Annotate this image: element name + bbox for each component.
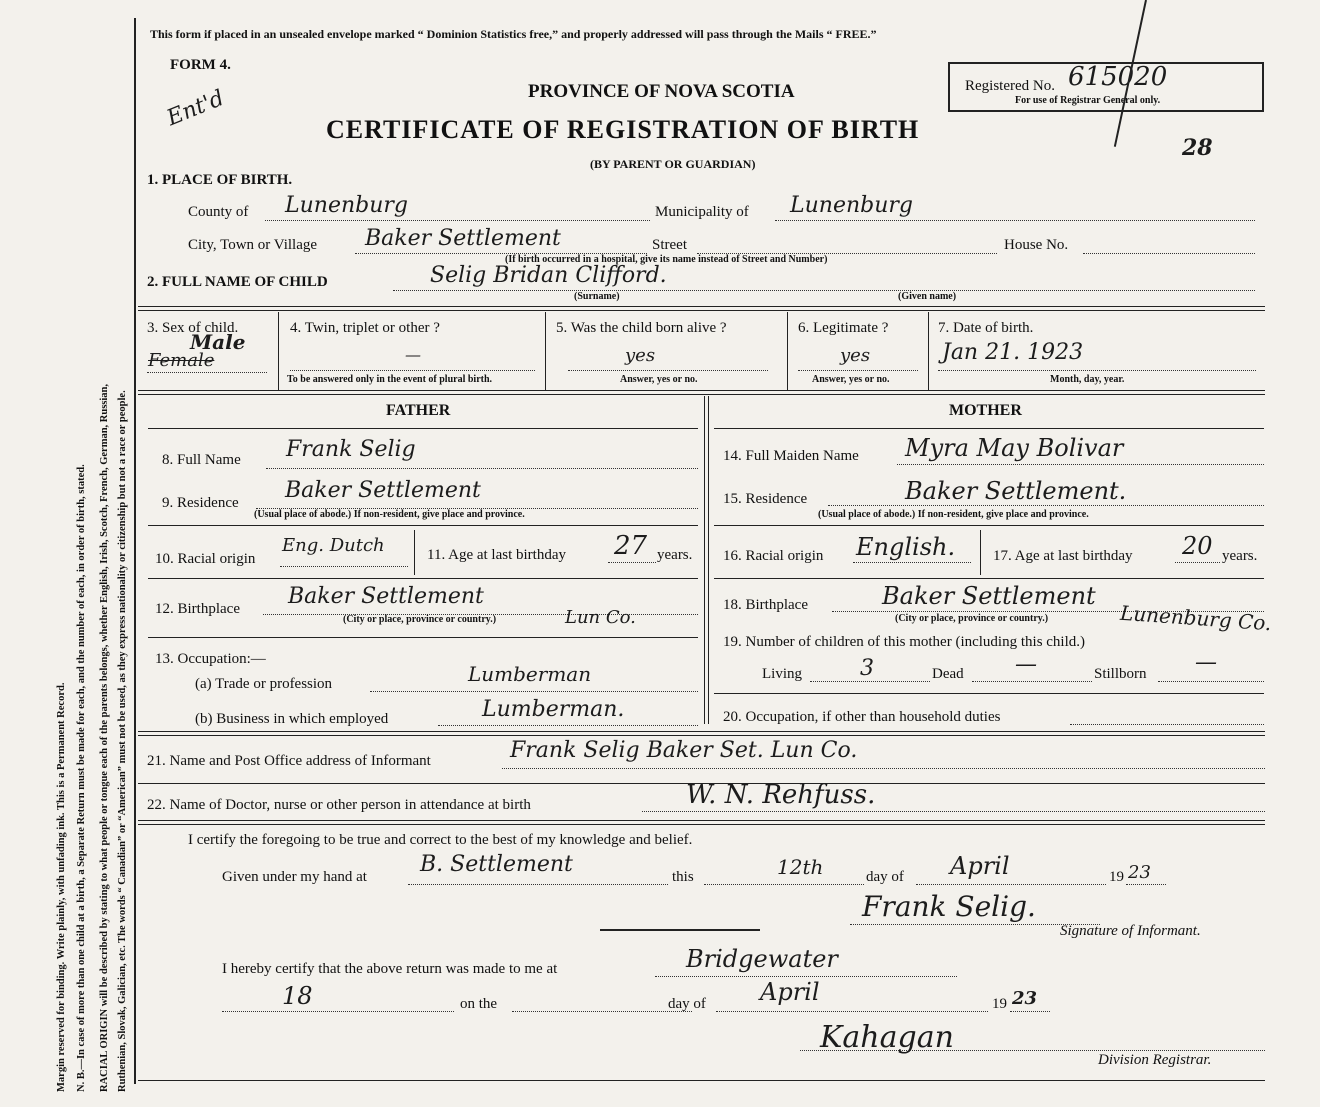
doctor-line xyxy=(642,811,1265,812)
mother-dead-label: Dead xyxy=(932,666,964,682)
cert-day-value: 12th xyxy=(777,855,824,879)
father-name-line xyxy=(266,468,698,469)
legit-value: yes xyxy=(840,345,871,366)
father-business-line xyxy=(438,725,698,726)
mother-age-value: 20 xyxy=(1182,532,1213,560)
father-residence-label: 9. Residence xyxy=(162,495,239,511)
registrar-year-line xyxy=(1010,1011,1050,1012)
mother-age-label: 17. Age at last birthday xyxy=(993,548,1133,564)
alive-note: Answer, yes or no. xyxy=(620,374,698,385)
father-trade-label: (a) Trade or profession xyxy=(195,676,333,692)
mother-age-years: years. xyxy=(1222,548,1258,564)
surname-note: (Surname) xyxy=(574,291,620,302)
house-line xyxy=(1083,253,1255,254)
separator-row3-top xyxy=(138,306,1265,311)
father-trade-value: Lumberman xyxy=(468,662,592,686)
registrar-month-line xyxy=(716,1011,988,1012)
mother-row-rule-1 xyxy=(714,525,1264,526)
registrar-month-value: April xyxy=(760,978,820,1006)
place-of-birth-heading: 1. PLACE OF BIRTH. xyxy=(147,172,293,188)
alive-label: 5. Was the child born alive ? xyxy=(556,320,727,336)
mother-birthplace-label: 18. Birthplace xyxy=(723,597,808,613)
sex-value: Male xyxy=(190,330,246,354)
child-name-value: Selig Bridan Clifford. xyxy=(430,263,667,288)
certify-separator-short xyxy=(600,929,760,931)
father-race-line xyxy=(280,566,408,567)
dob-label: 7. Date of birth. xyxy=(938,320,1034,336)
cert-month-line xyxy=(916,884,1106,885)
certificate-subtitle: (BY PARENT OR GUARDIAN) xyxy=(590,157,756,171)
mother-name-value: Myra May Bolivar xyxy=(905,434,1124,462)
mother-dead-value: — xyxy=(1015,652,1037,677)
row3-divider-2 xyxy=(545,312,546,390)
row3-divider-4 xyxy=(928,312,929,390)
certify-statement: I certify the foregoing to be true and correct to the best of my knowledge and belief. xyxy=(188,832,693,848)
city-label: City, Town or Village xyxy=(188,237,318,253)
mother-stillborn-line xyxy=(1158,681,1264,682)
alive-value: yes xyxy=(625,345,656,366)
mother-living-value: 3 xyxy=(860,656,874,681)
sex-label: 3. Sex of child. xyxy=(147,320,239,336)
mother-heading-rule xyxy=(714,428,1264,429)
county-label: County of xyxy=(188,204,249,220)
father-row-rule-3 xyxy=(148,637,698,638)
mother-residence-value: Baker Settlement. xyxy=(905,477,1127,505)
cert-day-line xyxy=(704,884,864,885)
cert-year-prefix: 19 xyxy=(1109,869,1124,885)
mother-residence-line xyxy=(828,505,1264,506)
registered-number: 615020 xyxy=(1068,62,1168,92)
municipality-line xyxy=(775,220,1255,221)
doctor-label: 22. Name of Doctor, nurse or other person in attendance at birth xyxy=(147,797,531,813)
twin-line xyxy=(290,370,535,371)
given-place-value: B. Settlement xyxy=(420,852,573,877)
entered-mark: Ent'd xyxy=(163,85,228,132)
separator-informant-top xyxy=(138,731,1265,736)
informant-signature: Frank Selig. xyxy=(862,890,1036,923)
dob-value: Jan 21. 1923 xyxy=(942,340,1084,365)
registrar-note: For use of Registrar General only. xyxy=(1015,95,1161,106)
county-value: Lunenburg xyxy=(285,193,408,218)
father-heading-rule xyxy=(148,428,698,429)
legit-note: Answer, yes or no. xyxy=(812,374,890,385)
margin-note-racial-origin-2: Ruthenian, Slovak, Galician, etc. The words “ Canadian” or “American” must not be used, as they express nationality or citizenship but not a race or people. xyxy=(117,390,128,1092)
mother-race-label: 16. Racial origin xyxy=(723,548,824,564)
father-occupation-label: 13. Occupation:— xyxy=(155,651,266,667)
dob-note: Month, day, year. xyxy=(1050,374,1125,385)
left-frame-line xyxy=(134,18,136,1084)
mail-notice: This form if placed in an unsealed envelope marked “ Dominion Statistics free,” and properly addressed will pass through the Mails “ FREE.” xyxy=(150,27,877,41)
registrar-day-value: 18 xyxy=(282,982,313,1010)
mother-children-label: 19. Number of children of this mother (including this child.) xyxy=(723,634,1086,650)
cert-year-value: 23 xyxy=(1128,862,1151,883)
street-label: Street xyxy=(652,237,687,253)
mother-living-line xyxy=(810,681,930,682)
informant-value: Frank Selig Baker Set. Lun Co. xyxy=(510,738,858,763)
father-birthplace-value: Baker Settlement xyxy=(288,584,484,609)
bottom-rule xyxy=(138,1080,1265,1081)
mother-name-line xyxy=(897,464,1264,465)
separator-parents-top xyxy=(138,390,1265,395)
father-race-label: 10. Racial origin xyxy=(155,551,256,567)
father-age-label: 11. Age at last birthday xyxy=(427,547,566,563)
mother-occupation-line xyxy=(1070,724,1264,725)
father-business-value: Lumberman. xyxy=(482,697,625,722)
mother-row-rule-3 xyxy=(714,693,1264,694)
cert-year-line xyxy=(1126,884,1166,885)
registered-label: Registered No. xyxy=(965,78,1055,94)
doctor-value: W. N. Rehfuss. xyxy=(686,780,876,810)
registrar-place-value: Bridgewater xyxy=(686,945,838,973)
given-under-hand-label: Given under my hand at xyxy=(222,869,367,885)
father-residence-note: (Usual place of abode.) If non-resident, give place and province. xyxy=(254,509,525,520)
father-row-rule-1 xyxy=(148,525,698,526)
mother-birthplace-value: Baker Settlement xyxy=(882,582,1096,610)
father-heading: FATHER xyxy=(386,402,451,419)
margin-note-binding: Margin reserved for binding. Write plainly, with unfading ink. This is a Permanent Record. xyxy=(56,682,67,1092)
mother-heading: MOTHER xyxy=(949,402,1022,419)
given-place-line xyxy=(408,884,668,885)
registrar-day-line xyxy=(222,1011,454,1012)
father-trade-line xyxy=(370,691,698,692)
registrar-on-the-label: on the xyxy=(460,996,498,1012)
margin-note-racial-origin-1: RACIAL ORIGIN will be described by stating to what people or tongue each of the parents belongs, whether English, Irish, Scotch, French, German, Russian, xyxy=(99,383,110,1092)
mother-living-label: Living xyxy=(762,666,802,682)
mother-stillborn-label: Stillborn xyxy=(1094,666,1147,682)
mother-birthplace-value2: Lunenburg Co. xyxy=(1119,600,1273,636)
given-name-note: (Given name) xyxy=(898,291,957,302)
informant-label: 21. Name and Post Office address of Informant xyxy=(147,753,431,769)
cert-day-of-label: day of xyxy=(866,869,904,885)
father-race-divider xyxy=(414,530,415,575)
corner-mark: 28 xyxy=(1182,135,1213,161)
this-label: this xyxy=(672,869,694,885)
father-age-line xyxy=(608,562,656,563)
form-number: FORM 4. xyxy=(170,57,231,73)
father-race-value: Eng. Dutch xyxy=(282,535,385,556)
twin-value: — xyxy=(405,345,421,364)
registrar-statement: I hereby certify that the above return was made to me at xyxy=(222,961,558,977)
municipality-label: Municipality of xyxy=(655,204,749,220)
father-name-value: Frank Selig xyxy=(286,437,416,462)
mother-residence-note: (Usual place of abode.) If non-resident, give place and province. xyxy=(818,509,1089,520)
informant-line xyxy=(502,768,1265,769)
sex-struck: Female xyxy=(148,350,215,371)
city-value: Baker Settlement xyxy=(365,226,561,251)
legit-line xyxy=(798,370,918,371)
father-name-label: 8. Full Name xyxy=(162,452,241,468)
mother-occupation-label: 20. Occupation, if other than household duties xyxy=(723,709,1001,725)
signature-informant-label: Signature of Informant. xyxy=(1060,923,1201,939)
father-row-rule-2 xyxy=(148,578,698,579)
twin-label: 4. Twin, triplet or other ? xyxy=(290,320,440,336)
municipality-value: Lunenburg xyxy=(790,193,913,218)
county-line xyxy=(265,220,650,221)
mother-age-line xyxy=(1175,562,1220,563)
mother-race-line xyxy=(853,562,971,563)
mother-residence-label: 15. Residence xyxy=(723,491,808,507)
registrar-signature: Kahagan xyxy=(820,1020,954,1055)
mother-race-divider xyxy=(980,530,981,575)
hospital-note: (If birth occurred in a hospital, give its name instead of Street and Number) xyxy=(505,254,828,265)
sex-line xyxy=(147,372,267,373)
mother-birthplace-note: (City or place, province or country.) xyxy=(895,613,1049,624)
father-age-years: years. xyxy=(657,547,693,563)
twin-note: To be answered only in the event of plural birth. xyxy=(287,374,493,385)
registrar-year-value: 23 xyxy=(1012,988,1038,1009)
division-registrar-label: Division Registrar. xyxy=(1098,1052,1212,1068)
father-residence-value: Baker Settlement xyxy=(285,478,481,503)
father-age-value: 27 xyxy=(614,531,648,561)
margin-note-multiple-births: N. B.—In case of more than one child at a birth, a Separate Return must be made for each, and the number of each, in order of birth, stated. xyxy=(76,464,87,1092)
mother-race-value: English. xyxy=(856,533,956,561)
father-business-label: (b) Business in which employed xyxy=(195,711,389,727)
father-birthplace-note: (City or place, province or country.) xyxy=(343,614,497,625)
registrar-year-prefix: 19 xyxy=(992,996,1007,1012)
certificate-title: CERTIFICATE OF REGISTRATION OF BIRTH xyxy=(326,115,920,144)
child-name-line xyxy=(393,290,1255,291)
father-birthplace-label: 12. Birthplace xyxy=(155,601,240,617)
cert-month-value: April xyxy=(950,852,1010,880)
mother-row-rule-2 xyxy=(714,578,1264,579)
mother-name-label: 14. Full Maiden Name xyxy=(723,448,859,464)
registrar-day-of-label: day of xyxy=(668,996,706,1012)
alive-line xyxy=(568,370,768,371)
separator-certify-top xyxy=(138,820,1265,825)
house-label: House No. xyxy=(1004,237,1069,253)
registrar-signature-line xyxy=(800,1050,1265,1051)
child-name-label: 2. FULL NAME OF CHILD xyxy=(147,274,328,290)
row3-divider-1 xyxy=(278,312,279,390)
row3-divider-3 xyxy=(787,312,788,390)
parents-column-divider xyxy=(704,396,709,724)
mother-stillborn-value: — xyxy=(1195,650,1217,675)
dob-line xyxy=(938,370,1256,371)
registrar-on-the-line xyxy=(512,1011,692,1012)
mother-dead-line xyxy=(972,681,1092,682)
father-birthplace-value2: Lun Co. xyxy=(565,607,636,628)
province-heading: PROVINCE OF NOVA SCOTIA xyxy=(528,81,795,102)
registrar-place-line xyxy=(655,976,957,977)
legit-label: 6. Legitimate ? xyxy=(798,320,889,336)
